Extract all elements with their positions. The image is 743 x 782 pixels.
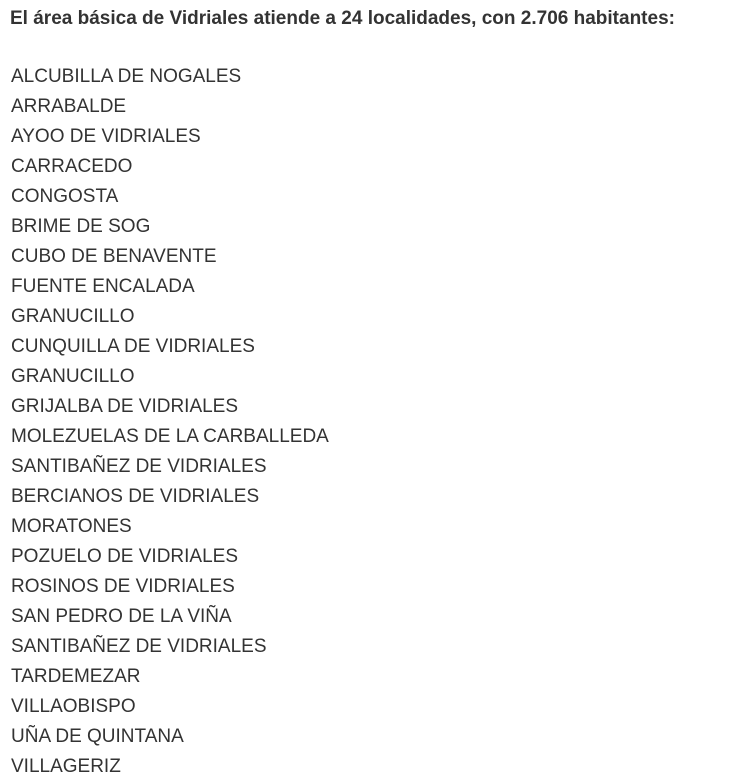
list-item: GRIJALBA DE VIDRIALES <box>11 396 239 417</box>
list-item: VILLAGERIZ <box>11 756 121 777</box>
list-item: TARDEMEZAR <box>11 666 141 687</box>
list-item: CONGOSTA <box>11 186 119 207</box>
list-item: CUNQUILLA DE VIDRIALES <box>11 336 255 357</box>
localidades-list <box>11 62 329 782</box>
list-item: SANTIBAÑEZ DE VIDRIALES <box>11 456 267 477</box>
list-item: POZUELO DE VIDRIALES <box>11 546 239 567</box>
list-item: BRIME DE SOG <box>11 216 151 237</box>
list-item: SAN PEDRO DE LA VIÑA <box>11 606 232 627</box>
list-item: FUENTE ENCALADA <box>11 276 195 297</box>
list-item: SANTIBAÑEZ DE VIDRIALES <box>11 636 267 657</box>
list-item: GRANUCILLO <box>11 306 135 327</box>
list-item: MORATONES <box>11 516 132 537</box>
list-item: BERCIANOS DE VIDRIALES <box>11 486 260 507</box>
list-item: GRANUCILLO <box>11 366 135 387</box>
list-item: ALCUBILLA DE NOGALES <box>11 66 242 87</box>
list-item: VILLAOBISPO <box>11 696 136 717</box>
list-item: ARRABALDE <box>11 96 127 117</box>
list-item: UÑA DE QUINTANA <box>11 726 184 747</box>
list-item: ROSINOS DE VIDRIALES <box>11 576 235 597</box>
list-item: CUBO DE BENAVENTE <box>11 246 217 267</box>
list-item: AYOO DE VIDRIALES <box>11 126 201 147</box>
page-heading: El área básica de Vidriales atiende a 24 localidades, con 2.706 habitantes: <box>10 8 675 29</box>
list-item: CARRACEDO <box>11 156 133 177</box>
list-item: MOLEZUELAS DE LA CARBALLEDA <box>11 426 329 447</box>
